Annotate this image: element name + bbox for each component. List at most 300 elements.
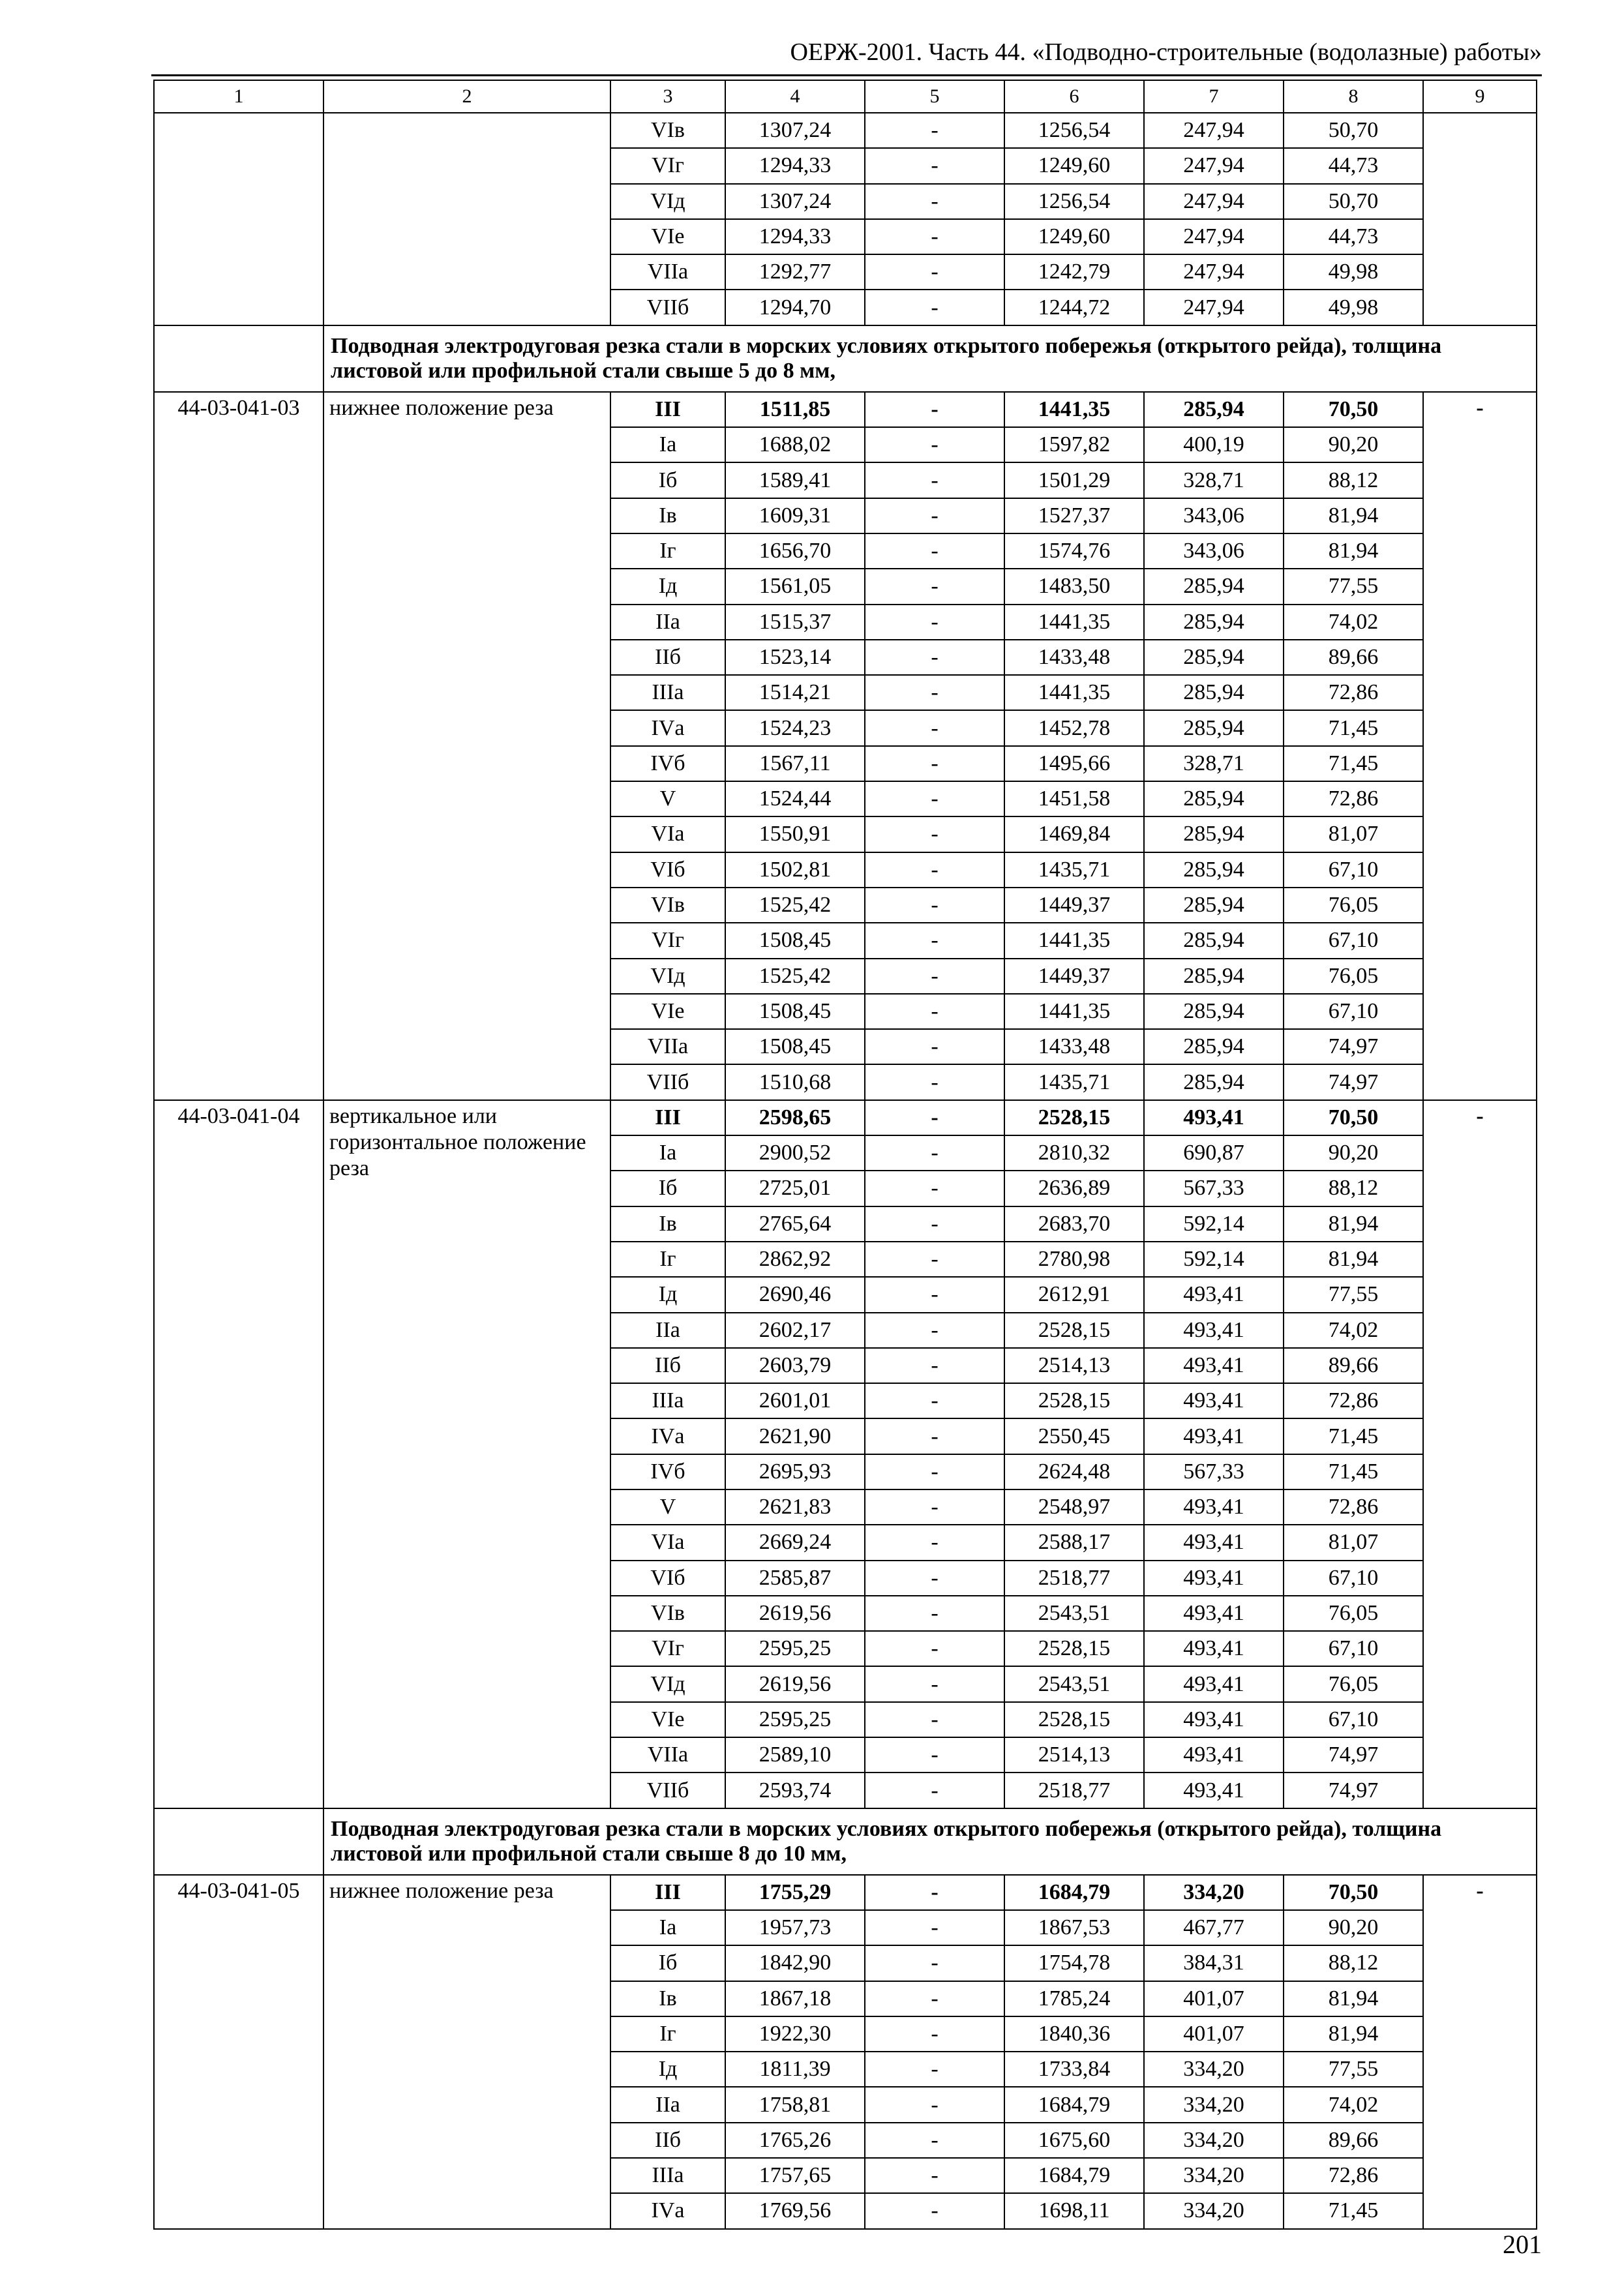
price-value: 2598,65	[725, 1100, 865, 1135]
price-value: 71,45	[1284, 710, 1423, 745]
price-value: 1249,60	[1004, 148, 1144, 183]
price-value: 71,45	[1284, 746, 1423, 781]
price-value: -	[865, 2087, 1004, 2122]
zone-code: Iд	[610, 1277, 725, 1312]
price-value: 285,94	[1144, 640, 1284, 675]
price-value: 567,33	[1144, 1171, 1284, 1206]
price-value: 2621,90	[725, 1418, 865, 1454]
price-value: 70,50	[1284, 1875, 1423, 1910]
section-title: Подводная электродуговая резка стали в морских условиях открытого побережья (открытого рейда), толщина листовой или профильной стали свыше 5 до 8 мм,	[323, 325, 1537, 392]
column-number: 6	[1004, 80, 1144, 113]
price-value: -	[865, 1348, 1004, 1383]
price-value: 1757,65	[725, 2158, 865, 2193]
price-value: 74,97	[1284, 1773, 1423, 1808]
price-value: 1511,85	[725, 392, 865, 427]
zone-code: IIб	[610, 640, 725, 675]
price-value: 1508,45	[725, 1029, 865, 1064]
price-value: 1524,44	[725, 781, 865, 816]
price-value: 2543,51	[1004, 1666, 1144, 1701]
price-value: 2528,15	[1004, 1313, 1144, 1348]
price-value: 77,55	[1284, 1277, 1423, 1312]
price-value: 1525,42	[725, 888, 865, 923]
price-value: -	[865, 1773, 1004, 1808]
price-value: 71,45	[1284, 2193, 1423, 2228]
zone-code: VIIб	[610, 1773, 725, 1808]
price-value: -	[865, 1561, 1004, 1596]
section-row	[154, 1808, 1537, 1875]
price-value: 1441,35	[1004, 675, 1144, 710]
price-value: 285,94	[1144, 605, 1284, 640]
zone-code: VIг	[610, 923, 725, 958]
price-value: 2780,98	[1004, 1242, 1144, 1277]
zone-code: Iд	[610, 2052, 725, 2087]
price-value: 1249,60	[1004, 219, 1144, 254]
price-value: -	[865, 1596, 1004, 1631]
norm-code: 44-03-041-04	[154, 1100, 323, 1808]
price-value: 343,06	[1144, 498, 1284, 533]
price-value: 1510,68	[725, 1064, 865, 1100]
column-number: 8	[1284, 80, 1423, 113]
price-value: 67,10	[1284, 923, 1423, 958]
price-value: 1307,24	[725, 113, 865, 148]
price-value: -	[865, 2123, 1004, 2158]
price-value: -	[865, 1666, 1004, 1701]
column-9-cell	[1423, 113, 1537, 325]
price-value: 493,41	[1144, 1631, 1284, 1666]
price-value: -	[865, 569, 1004, 604]
price-value: -	[865, 184, 1004, 219]
price-value: -	[865, 290, 1004, 325]
price-value: 81,94	[1284, 1206, 1423, 1242]
price-value: 2528,15	[1004, 1100, 1144, 1135]
price-value: 1244,72	[1004, 290, 1144, 325]
price-value: 74,02	[1284, 2087, 1423, 2122]
price-value: -	[865, 2158, 1004, 2193]
price-value: -	[865, 2016, 1004, 2052]
price-value: 2528,15	[1004, 1631, 1144, 1666]
price-value: -	[865, 1313, 1004, 1348]
price-value: 285,94	[1144, 888, 1284, 923]
price-value: -	[865, 1454, 1004, 1489]
price-value: 2514,13	[1004, 1737, 1144, 1773]
price-value: 2601,01	[725, 1383, 865, 1418]
price-value: -	[865, 2193, 1004, 2228]
price-value: 1294,70	[725, 290, 865, 325]
price-value: 1561,05	[725, 569, 865, 604]
zone-code: VIIб	[610, 1064, 725, 1100]
zone-code: VIг	[610, 148, 725, 183]
price-value: -	[865, 1206, 1004, 1242]
zone-code: IIа	[610, 605, 725, 640]
price-value: -	[865, 113, 1004, 148]
price-value: 2612,91	[1004, 1277, 1144, 1312]
zone-code: VIе	[610, 1702, 725, 1737]
zone-code: Iв	[610, 1981, 725, 2016]
price-value: 71,45	[1284, 1418, 1423, 1454]
price-value: 2518,77	[1004, 1773, 1144, 1808]
price-value: 1733,84	[1004, 2052, 1144, 2087]
price-value: 44,73	[1284, 219, 1423, 254]
price-value: 2588,17	[1004, 1525, 1144, 1560]
price-value: 2550,45	[1004, 1418, 1144, 1454]
zone-code: V	[610, 1489, 725, 1525]
section-blank-cell	[154, 325, 323, 392]
price-value: -	[865, 1945, 1004, 1981]
norm-code: 44-03-041-03	[154, 392, 323, 1100]
price-value: 285,94	[1144, 569, 1284, 604]
zone-code: Iб	[610, 1945, 725, 1981]
price-value: 247,94	[1144, 219, 1284, 254]
price-value: 285,94	[1144, 994, 1284, 1029]
price-value: 81,94	[1284, 2016, 1423, 2052]
price-value: -	[865, 1910, 1004, 1945]
price-value: 247,94	[1144, 290, 1284, 325]
price-value: -	[865, 254, 1004, 290]
price-value: -	[865, 1029, 1004, 1064]
price-value: 247,94	[1144, 113, 1284, 148]
price-value: 88,12	[1284, 1171, 1423, 1206]
page-header: ОЕРЖ-2001. Часть 44. «Подводно-строительные (водолазные) работы»	[790, 38, 1542, 66]
price-value: -	[865, 746, 1004, 781]
price-value: -	[865, 1737, 1004, 1773]
table-row	[154, 1100, 1537, 1135]
price-value: 76,05	[1284, 888, 1423, 923]
price-value: 72,86	[1284, 781, 1423, 816]
price-value: 81,94	[1284, 533, 1423, 569]
price-value: 90,20	[1284, 1135, 1423, 1171]
zone-code: IIIа	[610, 675, 725, 710]
price-value: 467,77	[1144, 1910, 1284, 1945]
price-value: 2543,51	[1004, 1596, 1144, 1631]
zone-code: VIе	[610, 994, 725, 1029]
price-value: 1867,18	[725, 1981, 865, 2016]
price-value: 72,86	[1284, 1383, 1423, 1418]
zone-code: IVб	[610, 746, 725, 781]
zone-code: VIа	[610, 1525, 725, 1560]
price-value: 72,86	[1284, 1489, 1423, 1525]
price-value: 2621,83	[725, 1489, 865, 1525]
price-value: 1765,26	[725, 2123, 865, 2158]
price-value: 1675,60	[1004, 2123, 1144, 2158]
zone-code: VIIб	[610, 290, 725, 325]
zone-code: IVа	[610, 1418, 725, 1454]
price-value: 285,94	[1144, 923, 1284, 958]
price-value: 592,14	[1144, 1242, 1284, 1277]
price-value: 89,66	[1284, 640, 1423, 675]
price-value: 1842,90	[725, 1945, 865, 1981]
price-value: 2810,32	[1004, 1135, 1144, 1171]
zone-code: IVб	[610, 1454, 725, 1489]
price-value: 1292,77	[725, 254, 865, 290]
price-table	[153, 80, 1537, 2230]
price-value: 1755,29	[725, 1875, 865, 1910]
price-value: 493,41	[1144, 1383, 1284, 1418]
price-value: -	[865, 1135, 1004, 1171]
price-value: 2690,46	[725, 1277, 865, 1312]
price-value: 493,41	[1144, 1489, 1284, 1525]
price-value: 1449,37	[1004, 959, 1144, 994]
zone-code: IVа	[610, 2193, 725, 2228]
price-value: 493,41	[1144, 1418, 1284, 1454]
price-value: 1441,35	[1004, 392, 1144, 427]
price-value: -	[865, 1702, 1004, 1737]
price-value: -	[865, 959, 1004, 994]
price-value: -	[865, 1981, 1004, 2016]
zone-code: VIIа	[610, 1029, 725, 1064]
price-value: -	[865, 888, 1004, 923]
price-value: -	[865, 1875, 1004, 1910]
zone-code: Iб	[610, 1171, 725, 1206]
price-value: 89,66	[1284, 1348, 1423, 1383]
column-number: 9	[1423, 80, 1537, 113]
price-value: 334,20	[1144, 2052, 1284, 2087]
price-value: 1527,37	[1004, 498, 1144, 533]
price-value: 334,20	[1144, 2193, 1284, 2228]
price-value: 493,41	[1144, 1277, 1284, 1312]
zone-code: V	[610, 781, 725, 816]
price-value: 1524,23	[725, 710, 865, 745]
zone-code: VIд	[610, 184, 725, 219]
price-value: 74,97	[1284, 1064, 1423, 1100]
price-value: 2695,93	[725, 1454, 865, 1489]
price-value: 493,41	[1144, 1666, 1284, 1701]
price-value: 285,94	[1144, 710, 1284, 745]
price-value: 2624,48	[1004, 1454, 1144, 1489]
price-value: -	[865, 533, 1004, 569]
column-number: 5	[865, 80, 1004, 113]
price-value: 285,94	[1144, 1064, 1284, 1100]
price-value: -	[865, 923, 1004, 958]
price-value: 2548,97	[1004, 1489, 1144, 1525]
price-value: 2593,74	[725, 1773, 865, 1808]
price-value: 1502,81	[725, 852, 865, 888]
price-value: 81,07	[1284, 816, 1423, 852]
price-value: 1785,24	[1004, 1981, 1144, 2016]
zone-code: Iв	[610, 1206, 725, 1242]
price-value: 1441,35	[1004, 923, 1144, 958]
price-value: 328,71	[1144, 746, 1284, 781]
price-value: 493,41	[1144, 1561, 1284, 1596]
price-value: 2862,92	[725, 1242, 865, 1277]
zone-code: IIIа	[610, 2158, 725, 2193]
column-number-row	[154, 80, 1537, 113]
price-value: 77,55	[1284, 2052, 1423, 2087]
price-value: 2595,25	[725, 1631, 865, 1666]
price-value: -	[865, 675, 1004, 710]
price-value: -	[865, 1277, 1004, 1312]
price-value: 343,06	[1144, 533, 1284, 569]
price-value: 1550,91	[725, 816, 865, 852]
price-value: 81,94	[1284, 1981, 1423, 2016]
price-value: -	[865, 852, 1004, 888]
price-value: 1867,53	[1004, 1910, 1144, 1945]
price-value: 77,55	[1284, 569, 1423, 604]
price-value: 74,02	[1284, 1313, 1423, 1348]
price-value: 90,20	[1284, 1910, 1423, 1945]
price-table-body	[154, 80, 1537, 2229]
zone-code: IIа	[610, 1313, 725, 1348]
price-value: 1609,31	[725, 498, 865, 533]
column-number: 4	[725, 80, 865, 113]
price-value: 1469,84	[1004, 816, 1144, 852]
column-number: 7	[1144, 80, 1284, 113]
price-value: 49,98	[1284, 290, 1423, 325]
column-9-cell: -	[1423, 392, 1537, 1100]
price-value: 567,33	[1144, 1454, 1284, 1489]
price-value: 493,41	[1144, 1702, 1284, 1737]
price-value: -	[865, 1525, 1004, 1560]
price-value: 88,12	[1284, 462, 1423, 498]
price-value: 285,94	[1144, 852, 1284, 888]
price-value: 44,73	[1284, 148, 1423, 183]
price-value: 1452,78	[1004, 710, 1144, 745]
zone-code: VIIа	[610, 254, 725, 290]
page-number: 201	[1503, 2230, 1542, 2259]
column-number: 2	[323, 80, 610, 113]
price-value: 690,87	[1144, 1135, 1284, 1171]
price-value: 1508,45	[725, 923, 865, 958]
zone-code: III	[610, 1875, 725, 1910]
price-value: 285,94	[1144, 1029, 1284, 1064]
price-value: 1435,71	[1004, 852, 1144, 888]
work-description	[323, 113, 610, 325]
price-value: -	[865, 816, 1004, 852]
price-value: 285,94	[1144, 675, 1284, 710]
price-value: 247,94	[1144, 184, 1284, 219]
price-value: 88,12	[1284, 1945, 1423, 1981]
price-value: 76,05	[1284, 1666, 1423, 1701]
price-value: 72,86	[1284, 2158, 1423, 2193]
price-value: 74,97	[1284, 1029, 1423, 1064]
zone-code: VIд	[610, 1666, 725, 1701]
price-value: 70,50	[1284, 1100, 1423, 1135]
price-value: 1435,71	[1004, 1064, 1144, 1100]
zone-code: Iа	[610, 1910, 725, 1945]
price-value: 285,94	[1144, 959, 1284, 994]
zone-code: VIIа	[610, 1737, 725, 1773]
price-value: -	[865, 1489, 1004, 1525]
price-value: 81,94	[1284, 498, 1423, 533]
price-value: 2669,24	[725, 1525, 865, 1560]
price-value: 1449,37	[1004, 888, 1144, 923]
norm-code: 44-03-041-05	[154, 1875, 323, 2229]
price-value: 67,10	[1284, 1631, 1423, 1666]
zone-code: VIв	[610, 113, 725, 148]
work-description: вертикальное или горизонтальное положение реза	[323, 1100, 610, 1808]
zone-code: VIб	[610, 1561, 725, 1596]
price-value: 1307,24	[725, 184, 865, 219]
price-value: 493,41	[1144, 1100, 1284, 1135]
price-value: -	[865, 710, 1004, 745]
section-blank-cell	[154, 1808, 323, 1875]
price-value: 89,66	[1284, 2123, 1423, 2158]
price-value: 1688,02	[725, 427, 865, 462]
price-value: 2585,87	[725, 1561, 865, 1596]
zone-code: VIе	[610, 219, 725, 254]
price-value: 50,70	[1284, 113, 1423, 148]
price-value: -	[865, 605, 1004, 640]
price-value: 1957,73	[725, 1910, 865, 1945]
price-value: -	[865, 392, 1004, 427]
price-value: 1567,11	[725, 746, 865, 781]
price-value: 493,41	[1144, 1596, 1284, 1631]
price-value: 1441,35	[1004, 994, 1144, 1029]
section-title: Подводная электродуговая резка стали в морских условиях открытого побережья (открытого рейда), толщина листовой или профильной стали свыше 8 до 10 мм,	[323, 1808, 1537, 1875]
column-9-cell: -	[1423, 1100, 1537, 1808]
price-value: 1525,42	[725, 959, 865, 994]
zone-code: VIг	[610, 1631, 725, 1666]
price-value: 1242,79	[1004, 254, 1144, 290]
norm-code	[154, 113, 323, 325]
zone-code: IVа	[610, 710, 725, 745]
header-rule	[151, 74, 1542, 76]
price-value: -	[865, 781, 1004, 816]
price-value: 2595,25	[725, 1702, 865, 1737]
price-value: 67,10	[1284, 1561, 1423, 1596]
price-value: 384,31	[1144, 1945, 1284, 1981]
price-value: 1515,37	[725, 605, 865, 640]
price-value: 1684,79	[1004, 2087, 1144, 2122]
price-value: -	[865, 640, 1004, 675]
price-value: 493,41	[1144, 1773, 1284, 1808]
price-value: -	[865, 1100, 1004, 1135]
price-value: -	[865, 1631, 1004, 1666]
price-value: -	[865, 1064, 1004, 1100]
work-description: нижнее положение реза	[323, 1875, 610, 2229]
table-row	[154, 392, 1537, 427]
price-value: 401,07	[1144, 2016, 1284, 2052]
price-value: 1589,41	[725, 462, 865, 498]
price-value: 1684,79	[1004, 1875, 1144, 1910]
zone-code: Iа	[610, 1135, 725, 1171]
price-value: -	[865, 427, 1004, 462]
price-value: 1451,58	[1004, 781, 1144, 816]
price-value: 1574,76	[1004, 533, 1144, 569]
price-value: 1508,45	[725, 994, 865, 1029]
price-value: 285,94	[1144, 816, 1284, 852]
zone-code: IIб	[610, 2123, 725, 2158]
price-value: 1769,56	[725, 2193, 865, 2228]
price-value: 400,19	[1144, 427, 1284, 462]
column-number: 1	[154, 80, 323, 113]
price-value: -	[865, 1242, 1004, 1277]
price-value: 1922,30	[725, 2016, 865, 2052]
zone-code: VIв	[610, 1596, 725, 1631]
price-value: 1256,54	[1004, 113, 1144, 148]
price-value: 493,41	[1144, 1525, 1284, 1560]
price-value: 285,94	[1144, 392, 1284, 427]
price-value: 67,10	[1284, 994, 1423, 1029]
price-value: 1483,50	[1004, 569, 1144, 604]
price-value: 1441,35	[1004, 605, 1144, 640]
price-value: 2765,64	[725, 1206, 865, 1242]
price-value: 1754,78	[1004, 1945, 1144, 1981]
price-value: 2619,56	[725, 1666, 865, 1701]
price-value: 1514,21	[725, 675, 865, 710]
price-value: 1501,29	[1004, 462, 1144, 498]
price-value: 247,94	[1144, 254, 1284, 290]
price-value: 1294,33	[725, 219, 865, 254]
work-description: нижнее положение реза	[323, 392, 610, 1100]
price-value: 1256,54	[1004, 184, 1144, 219]
price-value: 81,94	[1284, 1242, 1423, 1277]
price-value: 50,70	[1284, 184, 1423, 219]
price-value: 285,94	[1144, 781, 1284, 816]
price-value: 76,05	[1284, 1596, 1423, 1631]
price-value: 2602,17	[725, 1313, 865, 1348]
price-value: 493,41	[1144, 1313, 1284, 1348]
price-value: 2725,01	[725, 1171, 865, 1206]
